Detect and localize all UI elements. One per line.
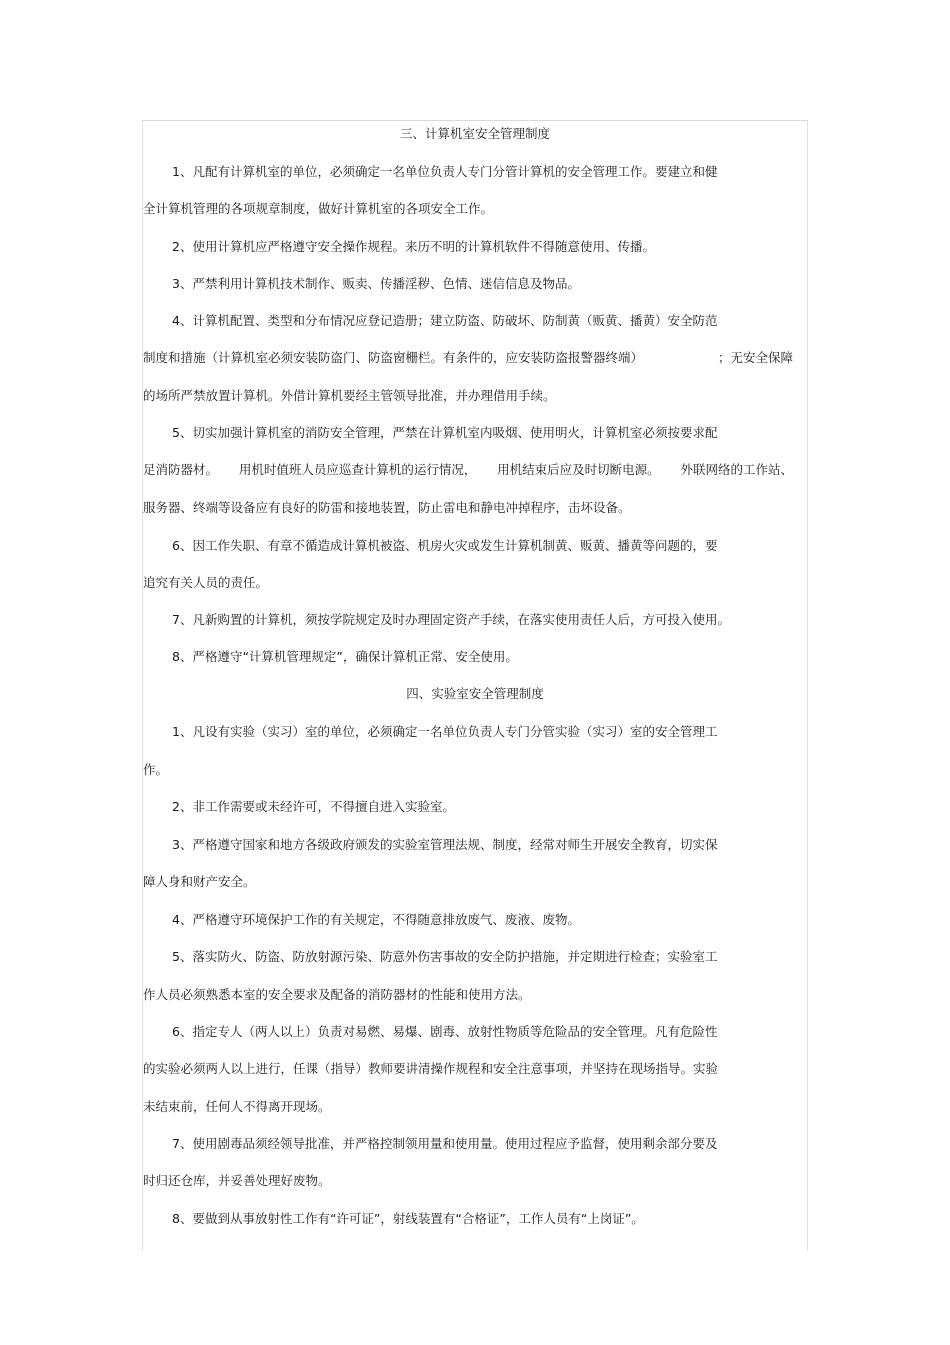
s3-p4-line1: 4、计算机配置、类型和分布情况应登记造册；建立防盗、防破坏、防制黄（贩黄、播黄）安全防范 [172, 313, 718, 328]
section-4-title: 四、实验室安全管理制度 [406, 686, 544, 701]
s4-p6-line2: 的实验必须两人以上进行，任课（指导）教师要讲清操作规程和安全注意事项，并坚持在现场指导。实验 [143, 1061, 719, 1076]
s4-p7-line2: 时归还仓库，并妥善处理好废物。 [143, 1173, 331, 1188]
s4-p2: 2、非工作需要或未经许可，不得擅自进入实验室。 [172, 799, 455, 814]
s4-p6-line1: 6、指定专人（两人以上）负责对易燃、易爆、剧毒、放射性物质等危险品的安全管理。凡有危险性 [172, 1024, 718, 1039]
s3-p4-line2 [143, 350, 793, 366]
s3-p6-line2: 追究有关人员的责任。 [143, 575, 269, 590]
s4-p1-line1: 1、凡设有实验（实习）室的单位，必须确定一名单位负责人专门分管实验（实习）室的安全管理工 [172, 724, 718, 739]
s3-p8: 8、严格遵守“计算机管理规定”，确保计算机正常、安全使用。 [172, 649, 518, 664]
s3-p5-line1: 5、切实加强计算机室的消防安全管理，严禁在计算机室内吸烟、使用明火，计算机室必须按要求配 [172, 425, 718, 440]
s3-p4-line2-part-b: ；无安全保障 [717, 350, 793, 365]
s3-p3: 3、严禁利用计算机技术制作、贩卖、传播淫秽、色情、迷信信息及物品。 [172, 276, 580, 291]
s3-p5-line3: 服务器、终端等设备应有良好的防雷和接地装置，防止雷电和静电冲掉程序，击坏设备。 [143, 500, 631, 515]
s3-p1-line1: 1、凡配有计算机室的单位，必须确定一名单位负责人专门分管计算机的安全管理工作。要建立和健 [172, 164, 718, 179]
s4-p5-line1: 5、落实防火、防盗、防放射源污染、防意外伤害事故的安全防护措施，并定期进行检查；实验室工 [172, 949, 718, 964]
s4-p3-line1: 3、严格遵守国家和地方各级政府颁发的实验室管理法规、制度，经常对师生开展安全教育，切实保 [172, 837, 718, 852]
s3-p4-line2-part-a: 制度和措施（计算机室必须安装防盗门、防盗窗栅栏。有条件的，应安装防盗报警器终端） [143, 350, 644, 365]
s4-p1-line2: 作。 [143, 762, 169, 777]
s3-p5-line2-part-c: 用机结束后应及时切断电源。 [497, 462, 660, 477]
s4-p3-line2: 障人身和财产安全。 [143, 874, 256, 889]
s3-p7: 7、凡新购置的计算机，须按学院规定及时办理固定资产手续，在落实使用责任人后，方可投入使用。 [172, 612, 730, 627]
section-3-title: 三、计算机室安全管理制度 [399, 126, 550, 141]
s3-p5-line2-part-a: 足消防器材。 [143, 462, 219, 477]
s3-p2: 2、使用计算机应严格遵守安全操作规程。来历不明的计算机软件不得随意使用、传播。 [172, 239, 655, 254]
s4-p5-line2: 作人员必须熟悉本室的安全要求及配备的消防器材的性能和使用方法。 [143, 987, 531, 1002]
s3-p1-line2: 全计算机管理的各项规章制度，做好计算机室的各项安全工作。 [143, 201, 494, 216]
s4-p6-line3: 未结束前，任何人不得离开现场。 [143, 1099, 331, 1114]
s3-p4-line3: 的场所严禁放置计算机。外借计算机要经主管领导批准，并办理借用手续。 [143, 388, 556, 403]
s4-p8: 8、要做到从事放射性工作有“许可证”，射线装置有“合格证”，工作人员有“上岗证”。 [172, 1211, 644, 1226]
s4-p7-line1: 7、使用剧毒品须经领导批准，并严格控制领用量和使用量。使用过程应予监督，使用剩余部分要及 [172, 1136, 718, 1151]
s3-p6-line1: 6、因工作失职、有章不循造成计算机被盗、机房火灾或发生计算机制黄、贩黄、播黄等问题的，要 [172, 538, 718, 553]
s3-p5-line2-part-b: 用机时值班人员应巡查计算机的运行情况， [238, 462, 477, 477]
s4-p4: 4、严格遵守环境保护工作的有关规定，不得随意排放废气、废液、废物。 [172, 912, 580, 927]
s3-p5-line2 [143, 462, 793, 478]
s3-p5-line2-part-d: 外联网络的工作站、 [680, 462, 793, 477]
